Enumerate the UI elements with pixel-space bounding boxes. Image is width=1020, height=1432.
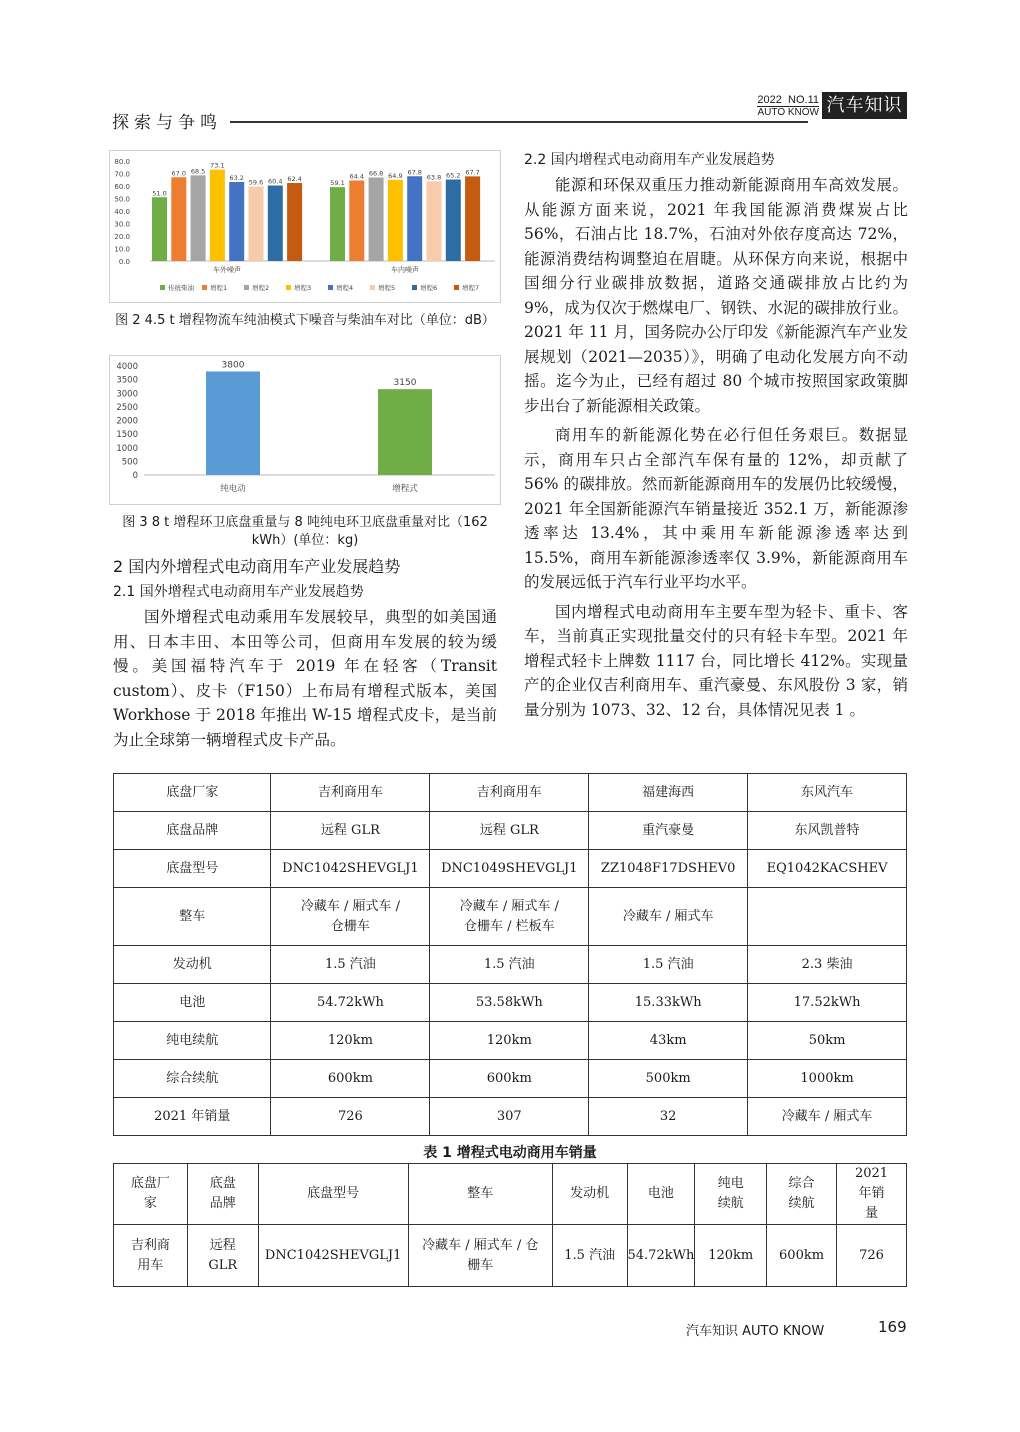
data-label: 67.8 xyxy=(407,168,422,177)
y-tick-label: 2500 xyxy=(116,402,138,413)
magazine-en: AUTO KNOW xyxy=(757,107,819,118)
bar xyxy=(249,187,264,262)
figure2-caption: 图 2 4.5 t 增程物流车纯油模式下噪音与柴油车对比（单位：dB） xyxy=(115,313,495,328)
left-column-text xyxy=(113,605,497,752)
table-1-caption: 表 1 增程式电动商用车销量 xyxy=(423,1145,597,1161)
section-title: 探索与争鸣 xyxy=(112,113,222,133)
table-row xyxy=(114,1022,907,1060)
bar xyxy=(349,181,364,262)
bar xyxy=(210,170,225,261)
data-label: 66.8 xyxy=(368,169,384,178)
table-cell xyxy=(748,888,907,946)
header-rule xyxy=(230,121,808,123)
data-label: 64.4 xyxy=(349,172,365,181)
header-cell: 底盘厂家 xyxy=(114,1164,188,1225)
bar xyxy=(388,180,403,261)
table-cell: 15.33kWh xyxy=(589,984,748,1022)
figure3-caption: 图 3 8 t 增程环卫底盘重量与 8 吨纯电环卫底盘重量对比（162 kWh）(单位：kg) xyxy=(122,515,488,548)
header-cell: 纯电续航 xyxy=(695,1164,767,1225)
figure2-svg xyxy=(110,151,502,304)
bar xyxy=(446,180,461,262)
table-cell: 50km xyxy=(748,1022,907,1060)
table-cell: 726 xyxy=(836,1225,906,1287)
data-label: 51.0 xyxy=(152,189,167,198)
table-cell: 17.52kWh xyxy=(748,984,907,1022)
section-2-1-heading: 2.1 国外增程式电动商用车产业发展趋势 xyxy=(113,584,364,600)
row-header-cell: 底盘厂家 xyxy=(114,774,271,812)
issue-info xyxy=(757,94,819,119)
bar xyxy=(287,183,302,261)
header-cell: 电池 xyxy=(627,1164,695,1225)
bar xyxy=(206,371,260,475)
legend-label: 增程1 xyxy=(210,284,228,292)
legend-swatch xyxy=(328,285,333,290)
issue-number: NO.11 xyxy=(788,94,819,106)
bar xyxy=(229,182,244,261)
data-label: 64.9 xyxy=(388,171,403,180)
table-cell: 54.72kWh xyxy=(271,984,430,1022)
page-number: 169 xyxy=(878,1318,907,1336)
table-row xyxy=(114,812,907,850)
row-header-cell: 整车 xyxy=(114,888,271,946)
table-cell: 43km xyxy=(589,1022,748,1060)
paragraph: 国外增程式电动乘用车发展较早，典型的如美国通用、日本丰田、本田等公司，但商用车发展的较为缓慢。美国福特汽车于 2019 年在轻客（Transit custom）、皮卡（F150）上布局有增程式版本，美国 Workhose 于 2018 年推出 W-15 增程式皮卡，是当前为止全球第一辆增程式皮卡产品。 xyxy=(113,608,497,749)
table-cell: 726 xyxy=(271,1098,430,1136)
table-cell: 53.58kWh xyxy=(430,984,589,1022)
legend-swatch xyxy=(454,285,459,290)
table-cell: 2.3 柴油 xyxy=(748,946,907,984)
table-cell: DNC1042SHEVGLJ1 xyxy=(271,850,430,888)
table-cell: 福建海西 xyxy=(589,774,748,812)
y-tick-label: 1000 xyxy=(116,443,138,454)
table-cell: 600km xyxy=(767,1225,837,1287)
header-cell: 整车 xyxy=(408,1164,552,1225)
data-label: 62.4 xyxy=(287,175,302,183)
data-label: 67.7 xyxy=(465,168,480,177)
bar xyxy=(268,186,283,262)
y-tick-label: 4000 xyxy=(116,362,138,372)
table-cell: 冷藏车 / 厢式车 / 仓栅车 xyxy=(408,1225,552,1287)
y-tick-label: 60.0 xyxy=(114,183,130,191)
table-cell: 冷藏车 / 厢式车 / 仓栅车 xyxy=(271,888,430,946)
section-2-heading: 2 国内外增程式电动商用车产业发展趋势 xyxy=(113,557,401,576)
y-tick-label: 3000 xyxy=(116,389,138,400)
bar xyxy=(378,389,432,475)
table-cell: 东风凯普特 xyxy=(748,812,907,850)
table-cell: 冷藏车 / 厢式车 xyxy=(748,1098,907,1136)
legend-label: 增程2 xyxy=(252,284,270,292)
table-cell: 东风汽车 xyxy=(748,774,907,812)
figure3-svg xyxy=(110,356,502,506)
data-label: 73.1 xyxy=(210,161,225,170)
legend-swatch xyxy=(244,285,249,290)
data-label: 3150 xyxy=(393,378,417,389)
table-cell: 吉利商用车 xyxy=(271,774,430,812)
paragraph: 国内增程式电动商用车主要车型为轻卡、重卡、客车，当前真正实现批量交付的只有轻卡车型。2021 年增程式轻卡上牌数 1117 台，同比增长 412%。实现量产的企业仅吉利商用车、重汽豪曼、东风股份 3 家，销量分别为 1073、32、12 台，具体情况见表 1 。 xyxy=(524,602,908,719)
bar xyxy=(191,175,206,261)
data-label: 59.1 xyxy=(330,179,345,188)
table-row xyxy=(114,1098,907,1136)
data-label: 65.2 xyxy=(446,171,461,180)
bar xyxy=(369,178,384,262)
legend-swatch xyxy=(370,285,375,290)
y-tick-label: 40.0 xyxy=(114,208,130,216)
row-header-cell: 2021 年销量 xyxy=(114,1098,271,1136)
legend-label: 增程6 xyxy=(420,284,438,292)
table-cell: 54.72kWh xyxy=(627,1225,695,1287)
data-label: 63.8 xyxy=(426,173,442,182)
row-header-cell: 底盘品牌 xyxy=(114,812,271,850)
table-2 xyxy=(113,1163,907,1287)
legend-label: 传统柴油 xyxy=(168,284,194,292)
bar xyxy=(152,197,167,261)
y-tick-label: 3500 xyxy=(116,375,138,386)
table-cell: 120km xyxy=(430,1022,589,1060)
table-cell: EQ1042KACSHEV xyxy=(748,850,907,888)
table-cell: 吉利商用车 xyxy=(430,774,589,812)
header-cell: 综合续航 xyxy=(767,1164,837,1225)
figure3-chart xyxy=(109,355,501,505)
row-header-cell: 综合续航 xyxy=(114,1060,271,1098)
legend-swatch xyxy=(412,285,417,290)
table-cell: 重汽豪曼 xyxy=(589,812,748,850)
y-tick-label: 0 xyxy=(132,471,138,481)
table-cell: 1.5 汽油 xyxy=(589,946,748,984)
table-row xyxy=(114,774,907,812)
header-cell: 底盘型号 xyxy=(258,1164,408,1225)
y-tick-label: 50.0 xyxy=(114,195,130,204)
legend-swatch xyxy=(286,285,291,290)
y-tick-label: 70.0 xyxy=(114,170,130,179)
table-cell: 远程 GLR xyxy=(271,812,430,850)
table-row xyxy=(114,888,907,946)
paragraph: 能源和环保双重压力推动新能源商用车高效发展。从能源方面来说，2021 年我国能源消费煤炭占比 56%，石油占比 18.7%，石油对外依存度高达 72%，能源消费结构调整迫在眉睫。从环保方向来说，根据中国细分行业碳排放数据，道路交通碳排放占比约为 9%，成为仅次于燃煤电厂、钢铁、水泥的碳排放行业。2021 年 11 月，国务院办公厅印发《新能源汽车产业发展规划（2021—2035）》，明确了电动化发展方向不动摇。迄今为止，已经有超过 80 个城市按照国家政策脚步出台了新能源相关政策。 xyxy=(524,176,908,415)
issue-year: 2022 xyxy=(757,94,782,106)
y-tick-label: 30.0 xyxy=(114,220,130,229)
data-label: 67.0 xyxy=(171,169,187,178)
bar xyxy=(407,176,422,261)
table-cell: 307 xyxy=(430,1098,589,1136)
legend-label: 增程3 xyxy=(294,284,312,292)
table-cell: 1000km xyxy=(748,1060,907,1098)
category-label: 纯电动 xyxy=(220,484,246,494)
data-label: 60.4 xyxy=(268,177,283,186)
table-cell: 600km xyxy=(271,1060,430,1098)
table-cell: 冷藏车 / 厢式车 / 仓栅车 / 栏板车 xyxy=(430,888,589,946)
table-header-row xyxy=(114,1164,907,1225)
row-header-cell: 发动机 xyxy=(114,946,271,984)
data-label: 63.2 xyxy=(229,174,244,182)
table-cell: 600km xyxy=(430,1060,589,1098)
header-cell: 2021 年销量 xyxy=(836,1164,906,1225)
table-cell: 远程 GLR xyxy=(430,812,589,850)
row-header-cell: 电池 xyxy=(114,984,271,1022)
y-tick-label: 80.0 xyxy=(114,158,130,166)
footer-magazine: 汽车知识 AUTO KNOW xyxy=(686,1324,825,1339)
table-cell: ZZ1048F17DSHEV0 xyxy=(589,850,748,888)
y-tick-label: 1500 xyxy=(116,430,138,441)
table-cell: DNC1049SHEVGLJ1 xyxy=(430,850,589,888)
table-cell: 远程 GLR xyxy=(187,1225,258,1287)
y-tick-label: 500 xyxy=(121,457,138,468)
legend-swatch xyxy=(160,285,165,290)
table-cell: 120km xyxy=(695,1225,767,1287)
category-label: 车外噪声 xyxy=(213,266,242,274)
table-cell: 1.5 汽油 xyxy=(430,946,589,984)
table-cell: 吉利商用车 xyxy=(114,1225,188,1287)
y-tick-label: 10.0 xyxy=(114,245,130,254)
category-label: 车内噪声 xyxy=(391,266,420,274)
right-column-text xyxy=(524,173,908,722)
data-label: 59.6 xyxy=(248,178,264,187)
category-label: 增程式 xyxy=(392,484,418,494)
header-cell: 发动机 xyxy=(552,1164,627,1225)
y-tick-label: 2000 xyxy=(116,416,138,427)
figure2-chart xyxy=(109,150,501,303)
section-2-2-heading: 2.2 国内增程式电动商用车产业发展趋势 xyxy=(524,152,775,168)
y-tick-label: 20.0 xyxy=(114,233,130,241)
table-cell: 32 xyxy=(589,1098,748,1136)
table-cell: 1.5 汽油 xyxy=(552,1225,627,1287)
table-row xyxy=(114,1060,907,1098)
legend-label: 增程5 xyxy=(378,284,396,292)
bar xyxy=(171,177,186,261)
row-header-cell: 纯电续航 xyxy=(114,1022,271,1060)
paragraph: 商用车的新能源化势在必行但任务艰巨。数据显示，商用车只占全部汽车保有量的 12%，却贡献了 56% 的碳排放。然而新能源商用车的发展仍比较缓慢，2021 年全国新能源汽车销量接近 352.1 万，新能源渗透率达 13.4%，其中乘用车新能源渗透率达到 15.5%，商用车新能源渗透率仅 3.9%，新能源商用车的发展远低于汽车行业平均水平。 xyxy=(524,426,908,591)
bar xyxy=(465,176,480,261)
table-row xyxy=(114,984,907,1022)
legend-swatch xyxy=(202,285,207,290)
table-cell: 冷藏车 / 厢式车 xyxy=(589,888,748,946)
data-label: 3800 xyxy=(221,360,245,371)
bar xyxy=(427,181,442,261)
table-1 xyxy=(113,773,907,1136)
table-cell: 120km xyxy=(271,1022,430,1060)
row-header-cell: 底盘型号 xyxy=(114,850,271,888)
table-row xyxy=(114,946,907,984)
table-cell: DNC1042SHEVGLJ1 xyxy=(258,1225,408,1287)
header-cell: 底盘品牌 xyxy=(187,1164,258,1225)
table-cell: 1.5 汽油 xyxy=(271,946,430,984)
table-cell: 500km xyxy=(589,1060,748,1098)
legend-label: 增程4 xyxy=(336,284,354,292)
legend-label: 增程7 xyxy=(462,284,480,292)
data-label: 68.5 xyxy=(190,167,206,176)
magazine-logo: 汽车知识 xyxy=(822,92,907,119)
table-row xyxy=(114,1225,907,1287)
y-tick-label: 0.0 xyxy=(118,258,130,266)
bar xyxy=(330,187,345,261)
table-row xyxy=(114,850,907,888)
